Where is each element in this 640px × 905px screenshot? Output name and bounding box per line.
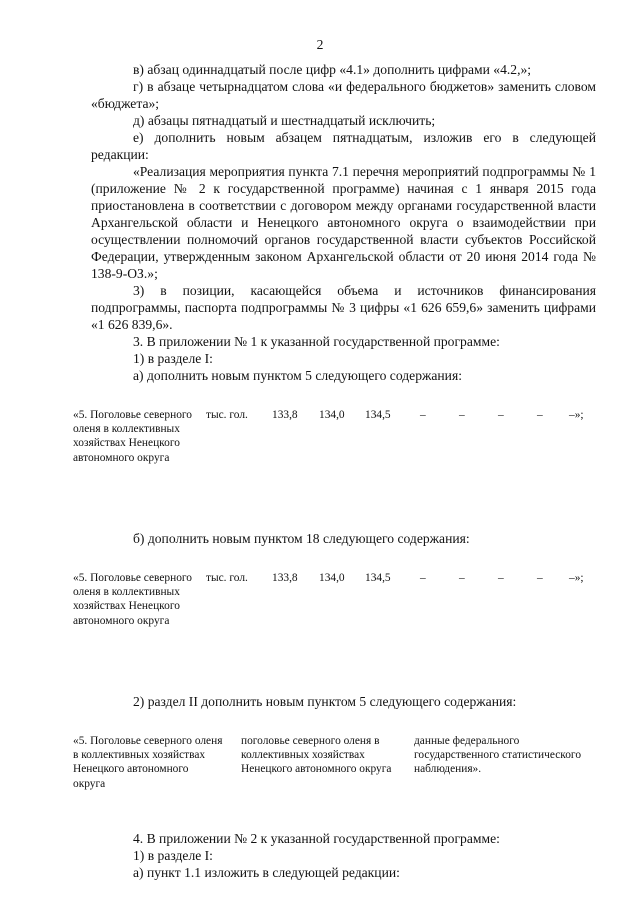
indicator-dash: – — [498, 409, 504, 421]
paragraph-section-1: 1) в разделе I: — [133, 351, 213, 366]
indicator-value: 134,5 — [365, 409, 391, 421]
paragraph-section-2: 2) раздел II дополнить новым пунктом 5 следующего содержания: — [133, 694, 517, 709]
indicator-dash: – — [537, 572, 543, 584]
indicator-dash: – — [420, 409, 426, 421]
page-number: 2 — [316, 37, 324, 52]
indicator-row-c — [73, 734, 596, 804]
indicator-unit: тыс. гол. — [206, 409, 248, 421]
indicator-row-b — [73, 571, 596, 669]
indicator-unit: тыс. гол. — [206, 572, 248, 584]
indicator-dash: – — [459, 572, 465, 584]
indicator-dash: – — [498, 572, 504, 584]
indicator-description: поголовье северного оленя в коллективных хозяйствах Ненецкого автономного округа — [241, 735, 392, 776]
indicator-dash: –»; — [569, 409, 584, 421]
indicator-row-a — [73, 408, 596, 506]
indicator-value: 134,5 — [365, 572, 391, 584]
paragraph-a-add-5: а) дополнить новым пунктом 5 следующего содержания: — [133, 368, 462, 383]
paragraph-a-item-1-1: а) пункт 1.1 изложить в следующей редакции: — [133, 865, 400, 880]
indicator-source: данные федерального государственного статистического наблюдения». — [414, 735, 582, 776]
paragraph-section-1-b: 1) в разделе I: — [133, 848, 213, 863]
document-body — [73, 61, 596, 881]
paragraph-3-position: 3) в позиции, касающейся объема и источников финансирования подпрограммы, паспорта подпрограммы № 3 цифры «1 626 659,6» заменить цифрами «1 626 839,6». — [91, 283, 596, 332]
indicator-dash: – — [420, 572, 426, 584]
indicator-dash: –»; — [569, 572, 584, 584]
indicator-value: 134,0 — [319, 409, 345, 421]
indicator-value: 133,8 — [272, 572, 298, 584]
indicator-value: 134,0 — [319, 572, 345, 584]
paragraph-quote: «Реализация мероприятия пункта 7.1 перечня мероприятий подпрограммы № 1 (приложение № 2 к государственной программе) начиная с 1 января 2015 года приостановлена в соответствии с договором между органами государственной власти Архангельской области и Ненецкого автономного округа о взаимодействии при осуществлении полномочий органов государственной власти субъектов Российской Федерации, утвержденным законом Архангельской области от 20 июня 2014 года № 138-9-ОЗ.»; — [91, 164, 596, 281]
paragraph-v: в) абзац одиннадцатый после цифр «4.1» дополнить цифрами «4.2,»; — [133, 62, 532, 77]
indicator-name: «5. Поголовье северного оленя в коллективных хозяйствах Ненецкого автономного округа — [73, 409, 192, 464]
paragraph-b-add-18: б) дополнить новым пунктом 18 следующего содержания: — [133, 531, 470, 546]
indicator-dash: – — [537, 409, 543, 421]
indicator-dash: – — [459, 409, 465, 421]
paragraph-g: г) в абзаце четырнадцатом слова «и федерального бюджетов» заменить словом «бюджета»; — [91, 79, 596, 111]
indicator-value: 133,8 — [272, 409, 298, 421]
indicator-name: «5. Поголовье северного оленя в коллективных хозяйствах Ненецкого автономного округа — [73, 735, 223, 790]
paragraph-d: д) абзацы пятнадцатый и шестнадцатый исключить; — [133, 113, 436, 128]
paragraph-appendix-2: 4. В приложении № 2 к указанной государственной программе: — [133, 831, 500, 846]
paragraph-appendix-1: 3. В приложении № 1 к указанной государственной программе: — [133, 334, 500, 349]
indicator-name: «5. Поголовье северного оленя в коллективных хозяйствах Ненецкого автономного округа — [73, 572, 192, 627]
paragraph-e: е) дополнить новым абзацем пятнадцатым, изложив его в следующей редакции: — [91, 130, 596, 162]
